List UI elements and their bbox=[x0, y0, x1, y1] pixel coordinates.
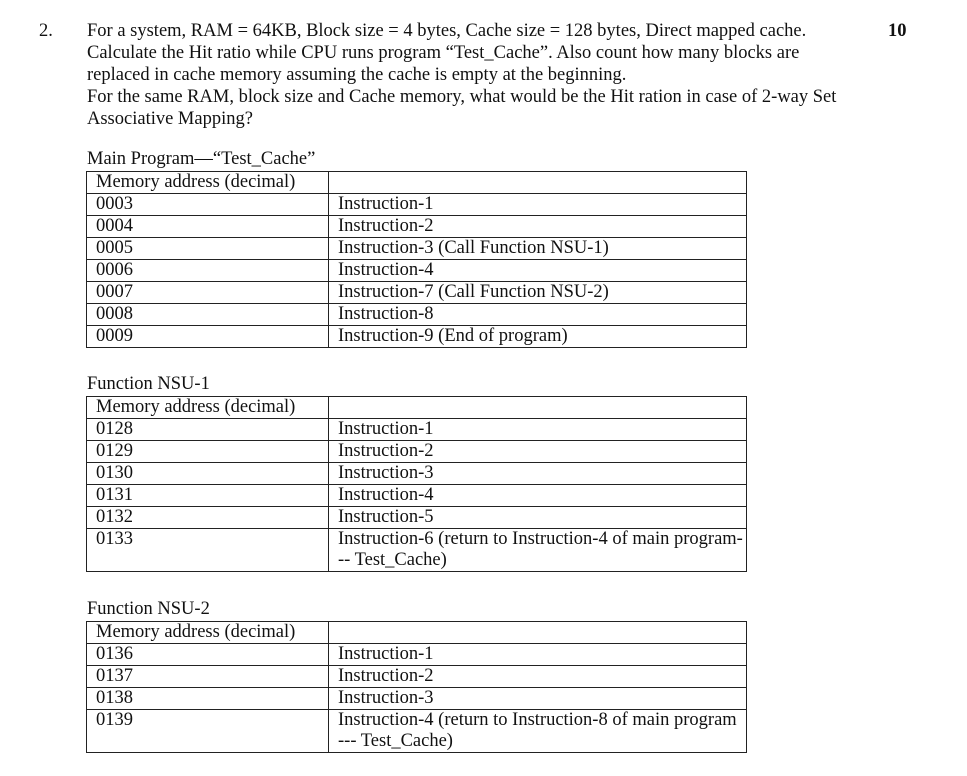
table-row bbox=[87, 304, 747, 326]
question-text bbox=[87, 20, 847, 130]
instruction-header bbox=[329, 172, 747, 194]
instruction-cell: Instruction-2 bbox=[329, 216, 747, 238]
address-header: Memory address (decimal) bbox=[87, 397, 329, 419]
address-cell: 0005 bbox=[87, 238, 329, 260]
table-row bbox=[87, 216, 747, 238]
instruction-cell: Instruction-9 (End of program) bbox=[329, 326, 747, 348]
table-header-row bbox=[87, 397, 747, 419]
address-cell: 0131 bbox=[87, 485, 329, 507]
question-number: 2. bbox=[39, 21, 53, 41]
address-cell: 0009 bbox=[87, 326, 329, 348]
table-row bbox=[87, 644, 747, 666]
address-cell: 0008 bbox=[87, 304, 329, 326]
address-cell: 0132 bbox=[87, 507, 329, 529]
table-row bbox=[87, 507, 747, 529]
table-row bbox=[87, 688, 747, 710]
question-marks: 10 bbox=[888, 21, 907, 41]
instruction-header bbox=[329, 397, 747, 419]
function-nsu2-table bbox=[86, 621, 747, 753]
table-row bbox=[87, 529, 747, 572]
address-cell: 0139 bbox=[87, 710, 329, 753]
instruction-cell: Instruction-2 bbox=[329, 666, 747, 688]
table-header-row bbox=[87, 172, 747, 194]
address-cell: 0133 bbox=[87, 529, 329, 572]
instruction-cell: Instruction-7 (Call Function NSU-2) bbox=[329, 282, 747, 304]
instruction-cell: Instruction-5 bbox=[329, 507, 747, 529]
table-row bbox=[87, 485, 747, 507]
instruction-cell: Instruction-1 bbox=[329, 644, 747, 666]
instruction-cell: Instruction-6 (return to Instruction-4 of main program--- Test_Cache) bbox=[329, 529, 747, 572]
address-cell: 0003 bbox=[87, 194, 329, 216]
address-header: Memory address (decimal) bbox=[87, 622, 329, 644]
address-header: Memory address (decimal) bbox=[87, 172, 329, 194]
table-row bbox=[87, 419, 747, 441]
address-cell: 0130 bbox=[87, 463, 329, 485]
instruction-cell: Instruction-3 (Call Function NSU-1) bbox=[329, 238, 747, 260]
question-line-3: For the same RAM, block size and Cache memory, what would be the Hit ration in case of 2-way Set Associative Mapping? bbox=[87, 87, 837, 129]
table-row bbox=[87, 463, 747, 485]
address-cell: 0137 bbox=[87, 666, 329, 688]
table-row bbox=[87, 326, 747, 348]
address-cell: 0136 bbox=[87, 644, 329, 666]
table-row bbox=[87, 441, 747, 463]
table-row bbox=[87, 194, 747, 216]
address-cell: 0004 bbox=[87, 216, 329, 238]
instruction-cell: Instruction-3 bbox=[329, 688, 747, 710]
instruction-header bbox=[329, 622, 747, 644]
function-nsu1-title: Function NSU-1 bbox=[87, 374, 210, 394]
table-row bbox=[87, 260, 747, 282]
table-row bbox=[87, 666, 747, 688]
address-cell: 0128 bbox=[87, 419, 329, 441]
table-row bbox=[87, 282, 747, 304]
instruction-cell: Instruction-4 bbox=[329, 260, 747, 282]
table-row bbox=[87, 710, 747, 753]
function-nsu1-table bbox=[86, 396, 747, 572]
table-header-row bbox=[87, 622, 747, 644]
table-row bbox=[87, 238, 747, 260]
function-nsu2-title: Function NSU-2 bbox=[87, 599, 210, 619]
instruction-cell: Instruction-4 (return to Instruction-8 of main program --- Test_Cache) bbox=[329, 710, 747, 753]
address-cell: 0129 bbox=[87, 441, 329, 463]
main-program-title: Main Program—“Test_Cache” bbox=[87, 149, 316, 169]
instruction-cell: Instruction-8 bbox=[329, 304, 747, 326]
instruction-cell: Instruction-3 bbox=[329, 463, 747, 485]
instruction-cell: Instruction-4 bbox=[329, 485, 747, 507]
question-line-1: For a system, RAM = 64KB, Block size = 4 bytes, Cache size = 128 bytes, Direct mapped cache. bbox=[87, 21, 807, 41]
instruction-cell: Instruction-1 bbox=[329, 194, 747, 216]
address-cell: 0006 bbox=[87, 260, 329, 282]
instruction-cell: Instruction-2 bbox=[329, 441, 747, 463]
instruction-cell: Instruction-1 bbox=[329, 419, 747, 441]
question-line-2: Calculate the Hit ratio while CPU runs program “Test_Cache”. Also count how many blocks are replaced in cache memory assuming the cache is empty at the beginning. bbox=[87, 43, 800, 85]
address-cell: 0007 bbox=[87, 282, 329, 304]
main-program-table bbox=[86, 171, 747, 348]
address-cell: 0138 bbox=[87, 688, 329, 710]
